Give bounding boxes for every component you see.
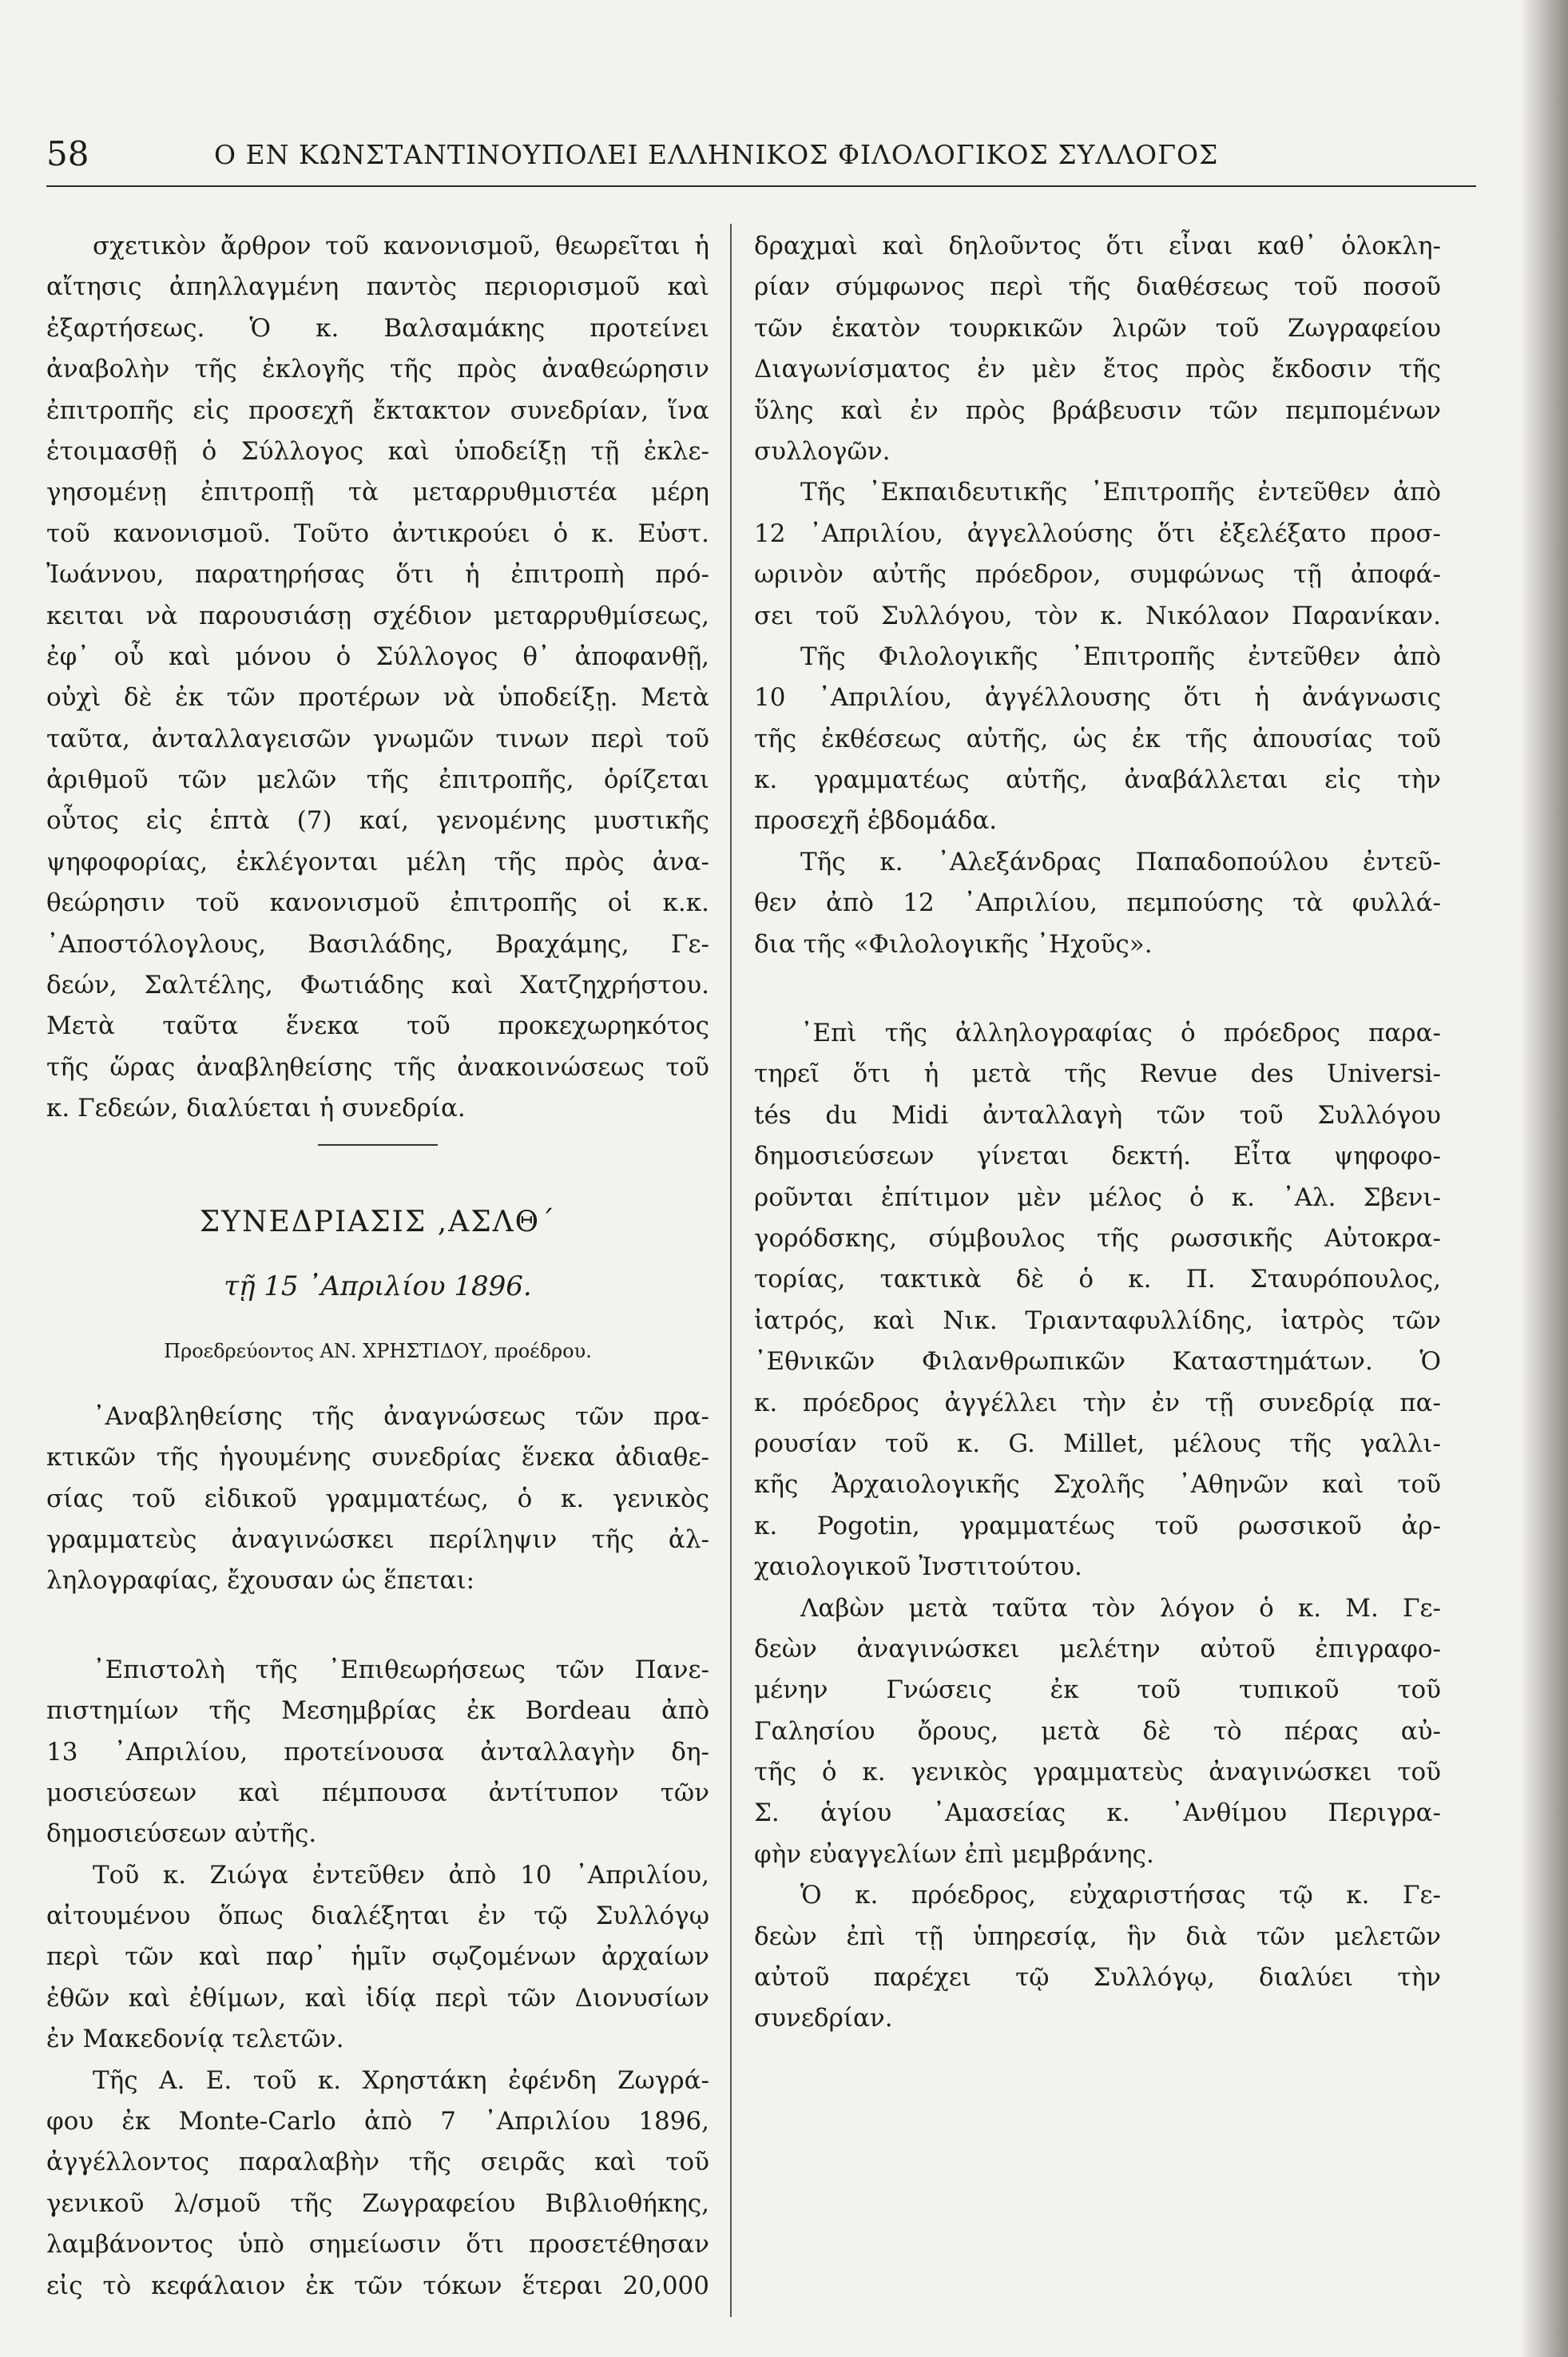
text-line: δραχμαὶ καὶ δηλοῦντος ὅτι εἶναι καθ᾽ ὁλοκλη- xyxy=(754,232,1441,260)
right-column xyxy=(754,226,1441,2040)
text-line: ωρινὸν αὐτῆς πρόεδρον, συμφώνως τῇ ἀποφά- xyxy=(754,560,1441,590)
text-line: δημοσιεύσεων γίνεται δεκτή. Εἶτα ψηφοφο- xyxy=(754,1142,1441,1171)
text-line: Γαλησίου ὄρους, μετὰ δὲ τὸ πέρας αὐ- xyxy=(754,1716,1441,1746)
text-line: αἴτησις ἀπηλλαγμένη παντὸς περιορισμοῦ καὶ xyxy=(46,272,709,302)
text-line: 13 ᾽Απριλίου, προτείνουσα ἀνταλλαγὴν δη- xyxy=(46,1737,709,1767)
text-line: οὐχὶ δὲ ἐκ τῶν προτέρων νὰ ὑποδείξῃ. Μετὰ xyxy=(46,683,709,713)
text-line: κ. πρόεδρος ἀγγέλλει τὴν ἐν τῇ συνεδρίᾳ πα- xyxy=(754,1388,1441,1417)
text-line: Λαβὼν μετὰ ταῦτα τὸν λόγον ὁ κ. Μ. Γε- xyxy=(800,1593,1441,1623)
text-line: χαιολογικοῦ Ἰνστιτούτου. xyxy=(754,1552,1082,1582)
text-line: Σ. ἁγίου ᾽Αμασείας κ. ᾽Ανθίμου Περιγρα- xyxy=(754,1799,1441,1828)
text-line: εἰς τὸ κεφάλαιον ἐκ τῶν τόκων ἕτεραι 20,000 xyxy=(46,2271,709,2300)
text-line: πιστημίων τῆς Μεσημβρίας ἐκ Bordeau ἀπὸ xyxy=(46,1696,709,1726)
text-line: φὴν εὐαγγελίων ἐπὶ μεμβράνης. xyxy=(754,1839,1154,1869)
text-line: ἀναβολὴν τῆς ἐκλογῆς τῆς πρὸς ἀναθεώρησιν xyxy=(46,355,709,384)
text-line: ᾽Εθνικῶν Φιλανθρωπικῶν Καταστημάτων. Ὁ xyxy=(754,1347,1441,1377)
text-line: ἐν Μακεδονίᾳ τελετῶν. xyxy=(46,2025,344,2054)
text-line: 10 ᾽Απριλίου, ἀγγέλλουσης ὅτι ἡ ἀνάγνωσις xyxy=(754,683,1441,713)
text-line: ἑτοιμασθῇ ὁ Σύλλογος καὶ ὑποδείξῃ τῇ ἐκλε- xyxy=(46,436,709,466)
text-line: ἀγγέλλοντος παραλαβὴν τῆς σειρᾶς καὶ τοῦ xyxy=(46,2148,709,2177)
section-separator xyxy=(318,1144,438,1146)
text-line: ψηφοφορίας, ἐκλέγονται μέλη τῆς πρὸς ἀνα- xyxy=(46,847,709,876)
text-line: τῶν ἑκατὸν τουρκικῶν λιρῶν τοῦ Ζωγραφείου xyxy=(754,313,1441,343)
text-line: Διαγωνίσματος ἐν μὲν ἔτος πρὸς ἔκδοσιν τῆς xyxy=(754,355,1441,384)
text-line: Τῆς Α. Ε. τοῦ κ. Χρηστάκη ἐφένδη Ζωγρά- xyxy=(93,2065,709,2095)
text-line: Τῆς Φιλολογικῆς ᾽Επιτροπῆς ἐντεῦθεν ἀπὸ xyxy=(800,642,1441,671)
text-line: σχετικὸν ἄρθρον τοῦ κανονισμοῦ, θεωρεῖται ἡ xyxy=(93,232,709,260)
text-line: οὗτος εἰς ἑπτὰ (7) καί, γενομένης μυστικῆς xyxy=(46,806,709,836)
text-line: κειται νὰ παρουσιάσῃ σχέδιον μεταρρυθμίσεως, xyxy=(46,601,709,630)
text-line: κτικῶν τῆς ἡγουμένης συνεδρίας ἕνεκα ἀδιαθε- xyxy=(46,1443,709,1473)
text-line: ρίαν σύμφωνος περὶ τῆς διαθέσεως τοῦ ποσοῦ xyxy=(754,272,1441,302)
text-line: ἐξαρτήσεως. Ὁ κ. Βαλσαμάκης προτείνει xyxy=(46,313,709,343)
text-line: δεὼν ἐπὶ τῇ ὑπηρεσίᾳ, ἣν διὰ τῶν μελετῶν xyxy=(754,1922,1441,1951)
text-line: τορίας, τακτικὰ δὲ ὁ κ. Π. Σταυρόπουλος, xyxy=(754,1265,1441,1294)
left-block-3 xyxy=(46,1650,709,2307)
text-line: Ὁ κ. πρόεδρος, εὐχαριστήσας τῷ κ. Γε- xyxy=(800,1881,1441,1910)
right-block-1 xyxy=(754,226,1441,965)
text-line: τῆς ἐκθέσεως αὐτῆς, ὡς ἐκ τῆς ἀπουσίας τοῦ xyxy=(754,724,1441,753)
text-line: θεν ἀπὸ 12 ᾽Απριλίου, πεμπούσης τὰ φυλλά- xyxy=(754,888,1441,918)
text-line: ᾽Αποστόλογλους, Βασιλάδης, Βραχάμης, Γε- xyxy=(46,929,709,959)
text-line: αἰτουμένου ὅπως διαλέξηται ἐν τῷ Συλλόγῳ xyxy=(46,1902,709,1931)
text-line: ἐθῶν καὶ ἐθίμων, καὶ ἰδίᾳ περὶ τῶν Διονυσίων xyxy=(46,1983,709,2013)
text-line: τοῦ κανονισμοῦ. Τοῦτο ἀντικρούει ὁ κ. Εὐστ. xyxy=(46,519,709,548)
text-line: ᾽Αναβληθείσης τῆς ἀναγνώσεως τῶν πρα- xyxy=(93,1401,709,1431)
text-line: γραμματεὺς ἀναγινώσκει περίληψιν τῆς ἀλ- xyxy=(46,1524,709,1554)
text-line: Ἰωάννου, παρατηρήσας ὅτι ἡ ἐπιτροπὴ πρό- xyxy=(46,560,709,590)
text-line: δεών, Σαλτέλης, Φωτιάδης καὶ Χατζηχρήστου. xyxy=(46,971,709,1000)
text-line: ληλογραφίας, ἔχουσαν ὡς ἕπεται: xyxy=(46,1566,475,1596)
left-column xyxy=(46,226,709,2307)
text-line: Τῆς κ. ᾽Αλεξάνδρας Παπαδοπούλου ἐντεῦ- xyxy=(800,847,1441,876)
text-line: γησομένῃ ἐπιτροπῇ τὰ μεταρρυθμιστέα μέρη xyxy=(46,478,709,507)
text-line: Τῆς ᾽Εκπαιδευτικῆς ᾽Επιτροπῆς ἐντεῦθεν ἀπὸ xyxy=(800,478,1441,507)
text-line: ρουσίαν τοῦ κ. G. Millet, μέλους τῆς γαλλι- xyxy=(754,1429,1441,1458)
book-spine-shadow xyxy=(1520,0,1568,2357)
page-number: 58 xyxy=(46,134,89,173)
page-header xyxy=(46,134,1476,182)
text-line: προσεχῆ ἑβδομάδα. xyxy=(754,806,998,836)
running-title: Ο ΕΝ ΚΩΝΣΤΑΝΤΙΝΟΥΠΟΛΕΙ ΕΛΛΗΝΙΚΟΣ ΦΙΛΟΛΟΓΙΚΟΣ ΣΥΛΛΟΓΟΣ xyxy=(214,139,1219,170)
text-line: τηρεῖ ὅτι ἡ μετὰ τῆς Revue des Universi- xyxy=(754,1059,1441,1089)
text-line: κ. γραμματέως αὐτῆς, ἀναβάλλεται εἰς τὴν xyxy=(754,765,1441,795)
text-line: ἐπιτροπῆς εἰς προσεχῆ ἔκτακτον συνεδρίαν, ἵνα xyxy=(46,395,709,425)
text-line: δεὼν ἀναγινώσκει μελέτην αὐτοῦ ἐπιγραφο- xyxy=(754,1634,1441,1663)
text-line: λαμβάνοντος ὑπὸ σημείωσιν ὅτι προσετέθησαν xyxy=(46,2230,709,2260)
presidency-line: Προεδρεύοντος ΑΝ. ΧΡΗΣΤΙΔΟΥ, προέδρου. xyxy=(164,1340,592,1363)
text-line: Τοῦ κ. Ζιώγα ἐντεῦθεν ἀπὸ 10 ᾽Απριλίου, xyxy=(93,1860,709,1890)
text-line: tés du Midi ἀνταλλαγὴ τῶν τοῦ Συλλόγου xyxy=(754,1100,1441,1130)
text-line: αὐτοῦ παρέχει τῷ Συλλόγῳ, διαλύει τὴν xyxy=(754,1963,1441,1993)
text-line: κῆς Ἀρχαιολογικῆς Σχολῆς ᾽Αθηνῶν καὶ τοῦ xyxy=(754,1470,1441,1500)
left-block-1 xyxy=(46,226,709,1130)
text-line: κ. Pogotin, γραμματέως τοῦ ρωσσικοῦ ἀρ- xyxy=(754,1511,1441,1540)
column-divider xyxy=(730,224,732,2317)
text-line: γενικοῦ λ/σμοῦ τῆς Ζωγραφείου Βιβλιοθήκης, xyxy=(46,2188,709,2218)
text-line: ᾽Επιστολὴ τῆς ᾽Επιθεωρήσεως τῶν Πανε- xyxy=(93,1655,709,1684)
text-line: τῆς ὁ κ. γενικὸς γραμματεὺς ἀναγινώσκει τοῦ xyxy=(754,1758,1441,1787)
text-line: ροῦνται ἐπίτιμον μὲν μέλος ὁ κ. ᾽Αλ. Σβενι- xyxy=(754,1182,1441,1212)
text-line: μοσιεύσεων καὶ πέμπουσα ἀντίτυπον τῶν xyxy=(46,1778,709,1807)
text-line: ὕλης καὶ ἐν πρὸς βράβευσιν τῶν πεμπομένων xyxy=(754,395,1441,425)
text-line: δημοσιεύσεων αὐτῆς. xyxy=(46,1819,317,1849)
text-line: ἀριθμοῦ τῶν μελῶν τῆς ἐπιτροπῆς, ὁρίζεται xyxy=(46,765,709,795)
text-line: ᾽Επὶ τῆς ἀλληλογραφίας ὁ πρόεδρος παρα- xyxy=(800,1019,1441,1048)
text-line: συλλογῶν. xyxy=(754,436,891,466)
text-line: σει τοῦ Συλλόγου, τὸν κ. Νικόλαον Παρανίκαν. xyxy=(754,601,1441,630)
text-line: ἰατρός, καὶ Νικ. Τριανταφυλλίδης, ἰατρὸς τῶν xyxy=(754,1306,1441,1335)
text-line: ἐφ᾽ οὗ καὶ μόνου ὁ Σύλλογος θ᾽ ἀποφανθῇ, xyxy=(46,642,709,671)
text-line: περὶ τῶν καὶ παρ᾽ ἡμῖν σῳζομένων ἀρχαίων xyxy=(46,1942,709,1972)
text-line: συνεδρίαν. xyxy=(754,2004,893,2033)
text-line: φου ἐκ Monte-Carlo ἀπὸ 7 ᾽Απριλίου 1896, xyxy=(46,2107,709,2136)
header-rule xyxy=(46,185,1476,187)
text-line: σίας τοῦ εἰδικοῦ γραμματέως, ὁ κ. γενικὸς xyxy=(46,1484,709,1513)
session-title: ΣΥΝΕΔΡΙΑΣΙΣ ,ΑΣΛΘ΄ xyxy=(199,1205,557,1238)
text-line: κ. Γεδεών, διαλύεται ἡ συνεδρία. xyxy=(46,1094,466,1123)
text-line: ταῦτα, ἀνταλλαγεισῶν γνωμῶν τινων περὶ τοῦ xyxy=(46,724,709,753)
text-line: 12 ᾽Απριλίου, ἀγγελλούσης ὅτι ἐξελέξατο προσ- xyxy=(754,519,1441,548)
text-line: δια τῆς «Φιλολογικῆς ᾽Ηχοῦς». xyxy=(754,929,1153,959)
text-line: Μετὰ ταῦτα ἕνεκα τοῦ προκεχωρηκότος xyxy=(46,1012,709,1041)
right-block-2 xyxy=(754,1013,1441,2040)
left-block-2 xyxy=(46,1397,709,1602)
text-line: γορόδσκης, σύμβουλος τῆς ρωσσικῆς Αὐτοκρα- xyxy=(754,1223,1441,1253)
text-line: μένην Γνώσεις ἐκ τοῦ τυπικοῦ τοῦ xyxy=(754,1675,1441,1705)
text-line: τῆς ὥρας ἀναβληθείσης τῆς ἀνακοινώσεως τοῦ xyxy=(46,1052,709,1082)
text-line: θεώρησιν τοῦ κανονισμοῦ ἐπιτροπῆς οἱ κ.κ. xyxy=(46,888,709,918)
session-date: τῇ 15 ᾽Απριλίου 1896. xyxy=(224,1270,532,1302)
